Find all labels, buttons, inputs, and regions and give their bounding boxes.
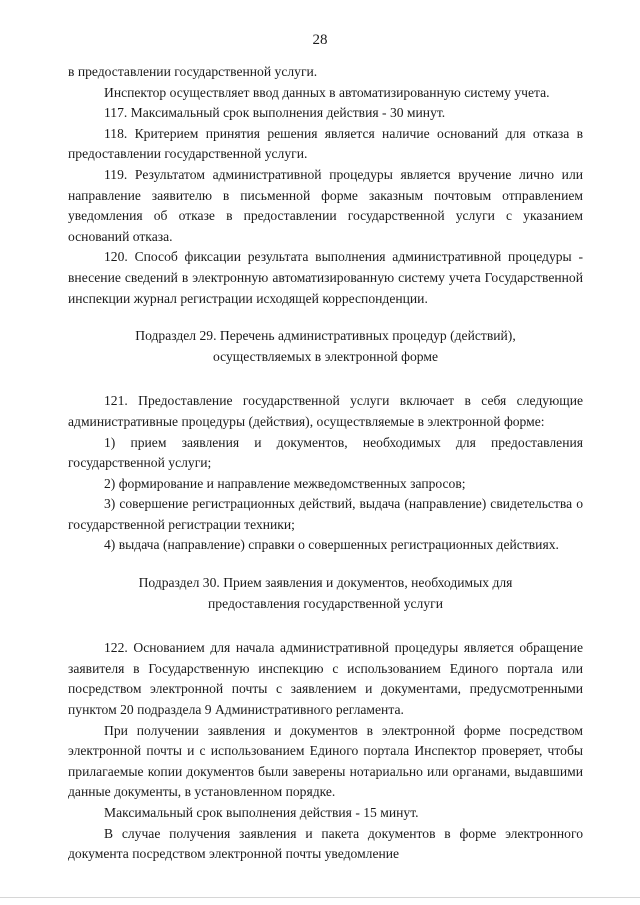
page-number: 28 [312,32,328,48]
paragraph: 118. Критерием принятия решения является наличие оснований для отказа в предоставлении государственной услуги. [68,125,583,162]
paragraph: 121. Предоставление государственной услуги включает в себя следующие административные процедуры (действия), осуществляемые в электронной форме: [68,393,583,429]
paragraph: 120. Способ фиксации результата выполнения административной процедуры - внесение сведений в электронную автоматизированную систему учета Государственной инспекции журнал регистрации исходящей корреспонденции. [68,249,583,306]
section-heading-30 [106,573,545,614]
section-heading-line: предоставления государственной услуги [208,595,443,611]
scan-edge-line [0,897,640,898]
paragraph: В случае получения заявления и пакета документов в форме электронного документа посредством электронной почты уведомление [68,825,583,862]
list-item: 1) прием заявления и документов, необходимых для предоставления государственной услуги; [68,434,583,471]
document-body [68,62,583,865]
section-heading-line: Подраздел 30. Прием заявления и документов, необходимых для [138,575,513,591]
paragraph: в предоставлении государственной услуги. [68,64,318,79]
section-heading-29 [106,326,545,367]
section-heading-line: осуществляемых в электронной форме [212,348,439,364]
list-item: 4) выдача (направление) справки о совершенных регистрационных действиях. [104,537,559,553]
paragraph: 119. Результатом административной процедуры является вручение лично или направление заявителю в письменной форме заказным почтовым отправлением уведомления об отказе в предоставлении государственной услуги с указанием оснований отказа. [68,166,583,244]
paragraph: Инспектор осуществляет ввод данных в автоматизированную систему учета. [104,84,550,100]
paragraph: 122. Основанием для начала административной процедуры является обращение заявителя в Государственную инспекцию с использованием Единого портала или посредством электронной почты с заявлением и документами, предусмотренными пунктом 20 подраздела 9 Административного регламента. [68,640,583,718]
paragraph: При получении заявления и документов в электронной форме посредством электронной почты и с использованием Единого портала Инспектор проверяет, чтобы прилагаемые копии документов были заверены нотариально или органами, выдавшими данные документы, в установленном порядке. [68,722,583,800]
list-item: 3) совершение регистрационных действий, выдача (направление) свидетельства о государственной регистрации техники; [68,496,583,532]
paragraph: 117. Максимальный срок выполнения действия - 30 минут. [104,105,446,121]
list-item: 2) формирование и направление межведомственных запросов; [104,475,466,491]
paragraph: Максимальный срок выполнения действия - 15 минут. [104,805,419,820]
section-heading-line: Подраздел 29. Перечень административных процедур (действий), [135,328,516,344]
